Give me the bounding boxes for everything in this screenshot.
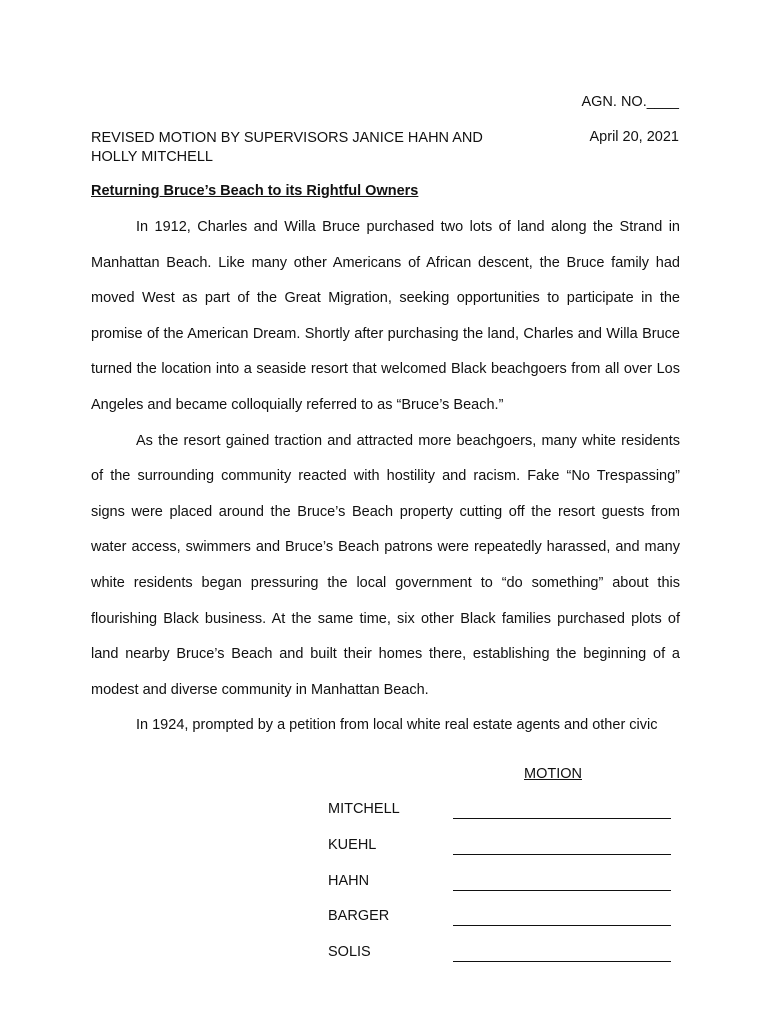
body-text bbox=[91, 210, 680, 744]
vote-signature-line bbox=[453, 961, 671, 962]
vote-table bbox=[328, 801, 672, 980]
vote-row-hahn bbox=[328, 873, 672, 909]
motion-date: April 20, 2021 bbox=[589, 129, 679, 145]
vote-signature-line bbox=[453, 925, 671, 926]
supervisor-name: MITCHELL bbox=[328, 801, 400, 817]
motion-label: MOTION bbox=[524, 766, 582, 782]
document-title: Returning Bruce’s Beach to its Rightful Owners bbox=[91, 183, 419, 199]
supervisor-name: KUEHL bbox=[328, 836, 377, 853]
vote-signature-line bbox=[453, 854, 671, 855]
vote-row-mitchell bbox=[328, 801, 672, 837]
vote-row-solis bbox=[328, 944, 672, 980]
supervisor-name: SOLIS bbox=[328, 944, 371, 961]
supervisor-name: BARGER bbox=[328, 908, 390, 925]
vote-row-kuehl bbox=[328, 837, 672, 873]
supervisor-name: HAHN bbox=[328, 872, 370, 889]
paragraph-2: As the resort gained traction and attracted more beachgoers, many white residents of the surrounding community reacted with hostility and racism. Fake “No Trespassing” signs were placed around the Bruce’s Beach property cutting off the resort guests from water access, swimmers and Bruce’s Beach patrons were repeatedly harassed, and many white residents began pressuring the local government to “do something” about this flourishing Black business. At the same time, six other Black families purchased plots of land nearby Bruce’s Beach and built their homes there, establishing the beginning of a modest and diverse community in Manhattan Beach. bbox=[91, 432, 680, 698]
vote-row-barger bbox=[328, 908, 672, 944]
vote-signature-line bbox=[453, 890, 671, 891]
vote-signature-line bbox=[453, 818, 671, 819]
paragraph-3: In 1924, prompted by a petition from local white real estate agents and other civic bbox=[136, 717, 658, 734]
paragraph-1: In 1912, Charles and Willa Bruce purchased two lots of land along the Strand in Manhattan Beach. Like many other Americans of African descent, the Bruce family had moved West as part of the Great Migration, seeking opportunities to participate in the promise of the American Dream. Shortly after purchasing the land, Charles and Willa Bruce turned the location into a seaside resort that welcomed Black beachgoers from all over Los Angeles and became colloquially referred to as “Bruce’s Beach.” bbox=[91, 219, 680, 413]
agenda-number: AGN. NO.____ bbox=[581, 94, 679, 110]
motion-sponsors: REVISED MOTION BY SUPERVISORS JANICE HAHN AND HOLLY MITCHELL bbox=[91, 130, 483, 165]
